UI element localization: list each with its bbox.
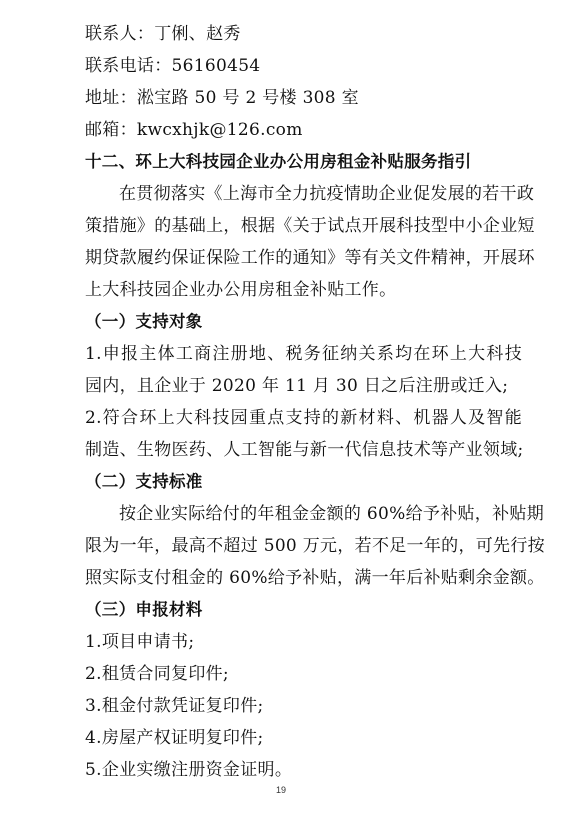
target-item-1-line-2: 园内，且企业于 2020 年 11 月 30 日之后注册或迁入; bbox=[85, 376, 509, 396]
standards-line-1: 按企业实际给付的年租金金额的 60%给予补贴，补贴期 bbox=[119, 504, 544, 524]
intro-line-4: 上大科技园企业办公用房租金补贴工作。 bbox=[85, 280, 397, 300]
target-item-1-line-1: 1.申报主体工商注册地、税务征纳关系均在环上大科技 bbox=[85, 344, 522, 364]
target-item-2-line-1: 2.符合环上大科技园重点支持的新材料、机器人及智能 bbox=[85, 408, 522, 428]
section-heading: 十二、环上大科技园企业办公用房租金补贴服务指引 bbox=[85, 152, 472, 171]
material-item-4: 4.房屋产权证明复印件; bbox=[85, 728, 264, 748]
page-number: 19 bbox=[275, 785, 286, 795]
targets-heading: （一）支持对象 bbox=[85, 312, 203, 331]
standards-line-3: 照实际支付租金的 60%给予补贴，满一年后补贴剩余金额。 bbox=[85, 568, 545, 588]
material-item-1: 1.项目申请书; bbox=[85, 632, 195, 652]
target-item-2-line-2: 制造、生物医药、人工智能与新一代信息技术等产业领域; bbox=[85, 440, 524, 460]
intro-line-1: 在贯彻落实《上海市全力抗疫情助企业促发展的若干政 bbox=[119, 184, 535, 204]
materials-heading: （三）申报材料 bbox=[85, 600, 203, 619]
contact-address: 地址：淞宝路 50 号 2 号楼 308 室 bbox=[85, 88, 359, 108]
contact-person: 联系人：丁俐、赵秀 bbox=[85, 24, 241, 44]
standards-heading: （二）支持标准 bbox=[85, 472, 203, 491]
material-item-2: 2.租赁合同复印件; bbox=[85, 664, 229, 684]
contact-phone: 联系电话：56160454 bbox=[85, 56, 261, 76]
intro-line-2: 策措施》的基础上，根据《关于试点开展科技型中小企业短 bbox=[85, 216, 535, 236]
material-item-5: 5.企业实缴注册资金证明。 bbox=[85, 760, 293, 780]
material-item-3: 3.租金付款凭证复印件; bbox=[85, 696, 264, 716]
contact-email: 邮箱：kwcxhjk@126.com bbox=[85, 120, 303, 140]
intro-line-3: 期贷款履约保证保险工作的通知》等有关文件精神，开展环 bbox=[85, 248, 535, 268]
standards-line-2: 限为一年，最高不超过 500 万元，若不足一年的，可先行按 bbox=[85, 536, 545, 556]
